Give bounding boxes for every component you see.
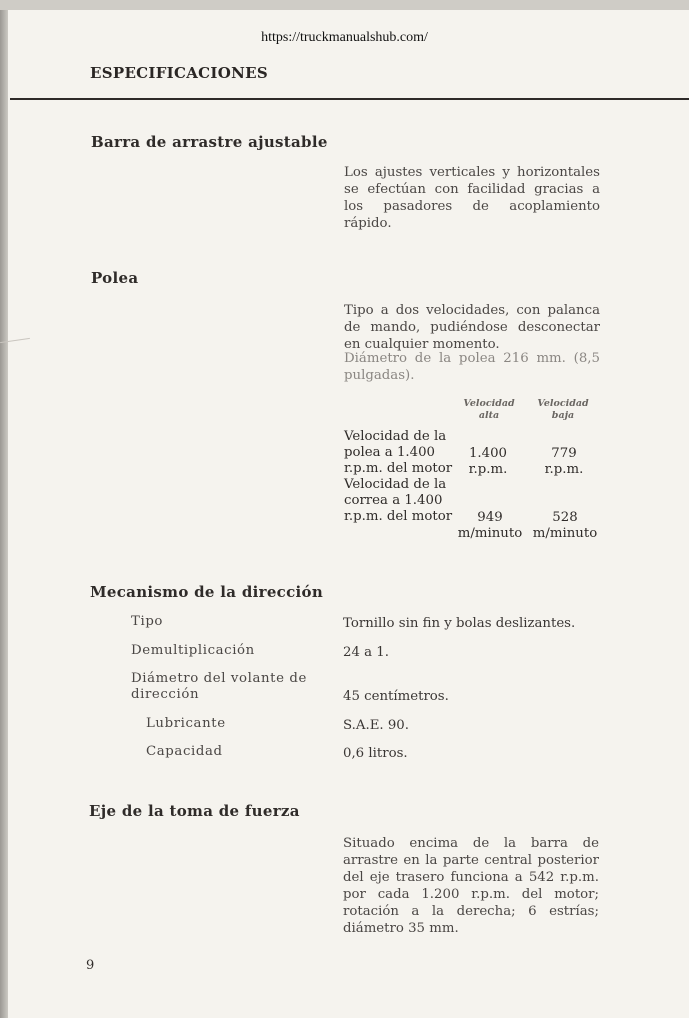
spec-label-tipo: Tipo	[131, 614, 164, 629]
polea-diametro: Diámetro de la polea 216 mm. (8,5 pulgadas).	[344, 351, 600, 383]
table-cell-alta: 949 m/minuto	[457, 510, 523, 541]
header-rule	[10, 98, 689, 100]
toma-description: Situado encima de la barra de arrastre en la parte central posterior del eje trasero funciona a 542 r.p.m. por cada 1.200 r.p.m. del motor; rotación a la derecha; 6 estrías; diámetro 35 mm.	[343, 836, 599, 936]
table-row-label: Velocidad de la polea a 1.400 r.p.m. del motor	[344, 429, 453, 476]
spec-value-demultiplicacion: 24 a 1.	[343, 645, 389, 660]
section-title-barra: Barra de arrastre ajustable	[91, 133, 328, 151]
table-cell-baja: 779 r.p.m.	[544, 446, 584, 477]
barra-description: Los ajustes verticales y horizontales se efectúan con facilidad gracias a los pasadores de acoplamiento rápido.	[344, 165, 600, 231]
polea-description: Tipo a dos velocidades, con palanca de mando, pudiéndose desconectar en cualquier momento.	[344, 303, 600, 352]
section-title-toma: Eje de la toma de fuerza	[89, 802, 300, 820]
spec-value-capacidad: 0,6 litros.	[343, 746, 408, 761]
table-header-alta: Velocidad alta	[463, 398, 515, 421]
spec-value-lubricante: S.A.E. 90.	[343, 718, 409, 733]
source-url: https://truckmanualshub.com/	[261, 30, 428, 45]
page-header-title: ESPECIFICACIONES	[90, 64, 268, 82]
spec-value-diametro-volante: 45 centímetros.	[343, 689, 449, 704]
spec-label-diametro-volante: Diámetro del volante de dirección	[131, 671, 307, 702]
spec-label-capacidad: Capacidad	[146, 744, 223, 759]
table-row-label: Velocidad de la correa a 1.400 r.p.m. del motor	[344, 477, 453, 524]
spec-label-lubricante: Lubricante	[146, 716, 226, 731]
page-top-edge	[0, 0, 689, 10]
table-header-baja: Velocidad baja	[537, 398, 589, 421]
spec-label-demultiplicacion: Demultiplicación	[131, 643, 255, 658]
table-cell-alta: 1.400 r.p.m.	[468, 446, 508, 477]
table-cell-baja: 528 m/minuto	[532, 510, 598, 541]
section-title-direccion: Mecanismo de la dirección	[90, 583, 324, 601]
section-title-polea: Polea	[91, 269, 139, 287]
spec-value-tipo: Tornillo sin fin y bolas deslizantes.	[343, 616, 576, 631]
page-number: 9	[86, 958, 95, 973]
